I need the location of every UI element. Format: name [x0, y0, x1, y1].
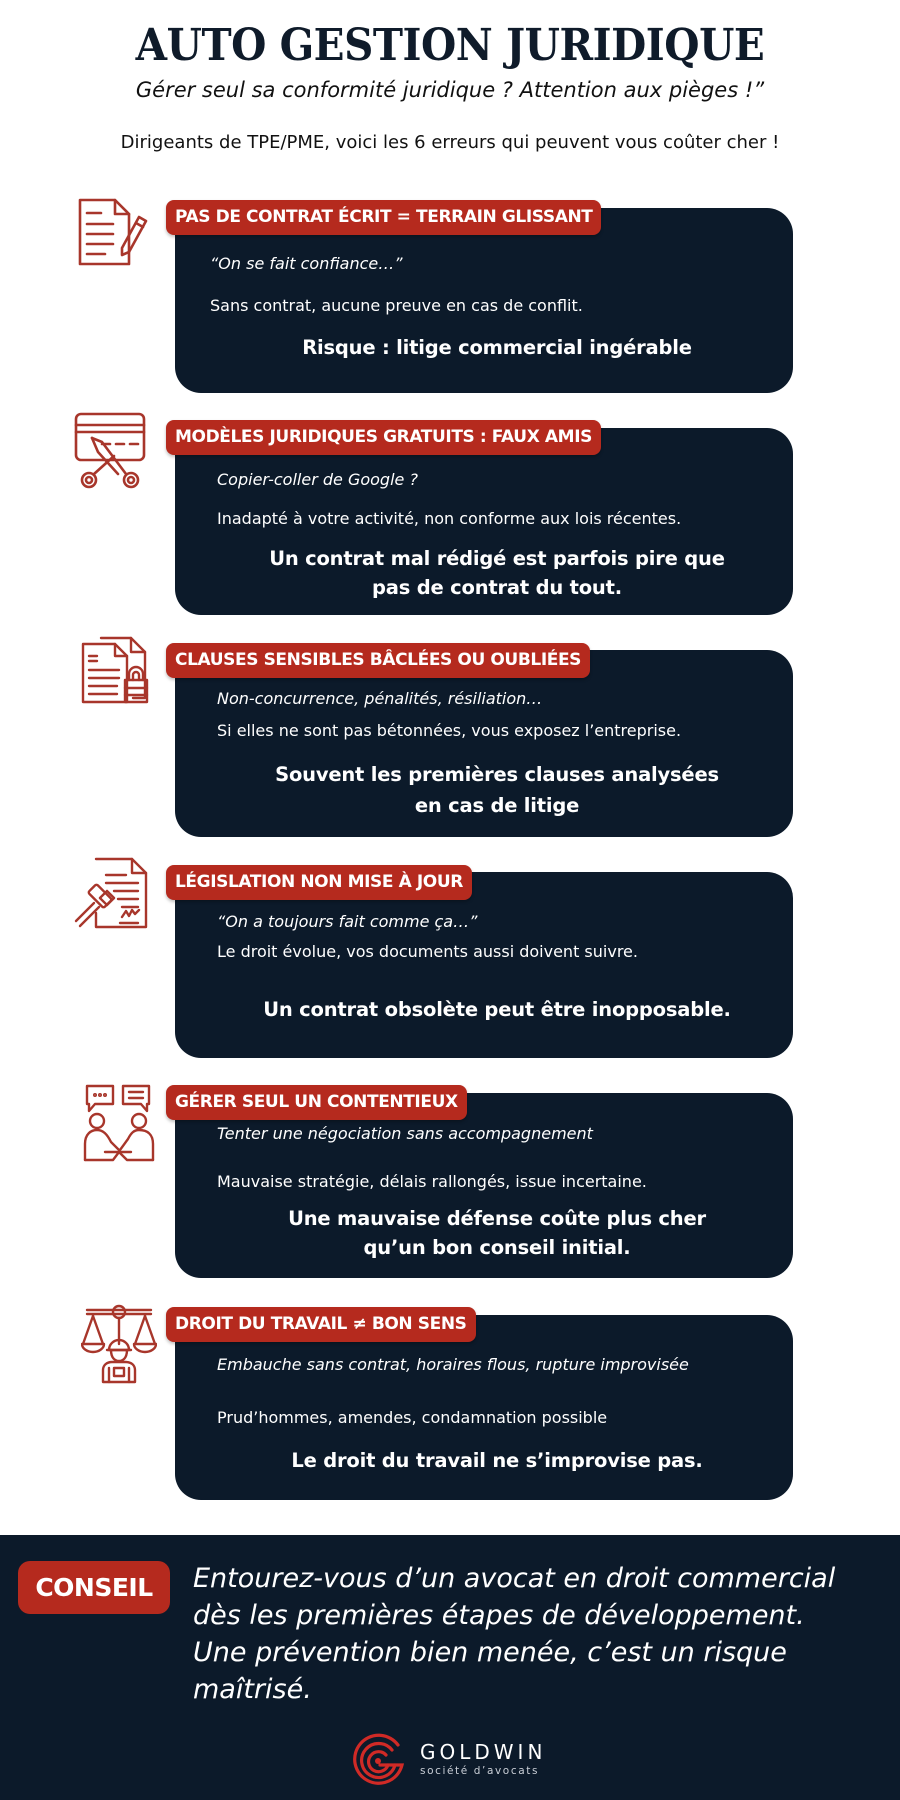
error-detail: Si elles ne sont pas bétonnées, vous exposez l’entreprise.: [217, 721, 682, 740]
error-risk: Un contrat obsolète peut être inopposable.: [263, 998, 731, 1021]
error-quote: Tenter une négociation sans accompagnement: [217, 1124, 593, 1143]
advice-line-3: Une prévention bien menée, c’est un risque: [193, 1637, 787, 1668]
brand-name: GOLDWIN: [420, 1740, 547, 1764]
error-risk-line-2: qu’un bon conseil initial.: [363, 1236, 631, 1259]
advice-line-2: dès les premières étapes de développement.: [193, 1600, 805, 1631]
brand-tagline: société d’avocats: [420, 1765, 540, 1777]
error-risk-line-1: Une mauvaise défense coûte plus cher: [288, 1207, 706, 1230]
advice-line-1: Entourez-vous d’un avocat en droit commercial: [193, 1563, 836, 1594]
error-risk-line-2: en cas de litige: [414, 794, 580, 817]
error-detail: Le droit évolue, vos documents aussi doivent suivre.: [217, 942, 638, 961]
gavel-document-icon: [74, 857, 148, 929]
conseil-badge: CONSEIL: [18, 1561, 170, 1614]
error-risk-line-2: pas de contrat du tout.: [372, 576, 622, 599]
error-detail: Prud’hommes, amendes, condamnation possible: [217, 1408, 608, 1427]
page-title: AUTO GESTION JURIDIQUE: [135, 20, 765, 71]
error-detail: Inadapté à votre activité, non conforme aux lois récentes.: [217, 509, 682, 528]
document-pen-icon: [77, 197, 149, 267]
scales-worker-icon: [81, 1304, 157, 1384]
error-detail: Sans contrat, aucune preuve en cas de conflit.: [210, 296, 583, 315]
advice-text: [193, 1560, 893, 1708]
error-quote: “On a toujours fait comme ça…”: [217, 912, 478, 931]
error-title-badge: PAS DE CONTRAT ÉCRIT = TERRAIN GLISSANT: [166, 200, 601, 235]
intro-text: Dirigeants de TPE/PME, voici les 6 erreurs qui peuvent vous coûter cher !: [120, 132, 780, 153]
error-title-badge: LÉGISLATION NON MISE À JOUR: [166, 865, 472, 900]
card-scissors-icon: [74, 412, 146, 490]
error-quote: Non-concurrence, pénalités, résiliation…: [217, 689, 543, 708]
documents-lock-icon: [81, 636, 149, 704]
error-title-badge: MODÈLES JURIDIQUES GRATUITS : FAUX AMIS: [166, 420, 601, 455]
error-risk: Le droit du travail ne s’improvise pas.: [291, 1449, 703, 1472]
error-quote: “On se fait confiance…”: [210, 254, 403, 273]
error-risk-line-1: Souvent les premières clauses analysées: [275, 763, 719, 786]
error-title-badge: DROIT DU TRAVAIL ≠ BON SENS: [166, 1307, 476, 1342]
error-risk: Risque : litige commercial ingérable: [302, 336, 692, 359]
error-title-badge: CLAUSES SENSIBLES BÂCLÉES OU OUBLIÉES: [166, 643, 590, 678]
error-quote: Copier-coller de Google ?: [217, 470, 418, 489]
error-detail: Mauvaise stratégie, délais rallongés, issue incertaine.: [217, 1172, 647, 1191]
error-title-badge: GÉRER SEUL UN CONTENTIEUX: [166, 1085, 467, 1120]
advice-line-4: maîtrisé.: [193, 1674, 312, 1705]
error-risk-line-1: Un contrat mal rédigé est parfois pire que: [269, 547, 725, 570]
goldwin-g-logo-icon: [350, 1733, 406, 1787]
error-quote: Embauche sans contrat, horaires flous, rupture improvisée: [217, 1355, 689, 1374]
negotiation-handshake-icon: [83, 1084, 155, 1164]
page-subtitle: Gérer seul sa conformité juridique ? Attention aux pièges !”: [135, 78, 765, 102]
